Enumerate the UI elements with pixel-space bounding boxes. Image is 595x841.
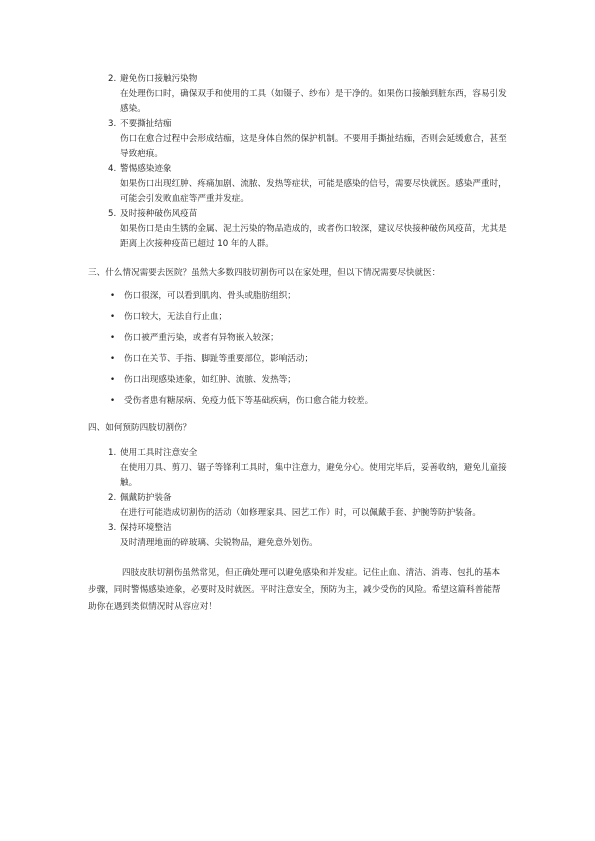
item-number: 3. bbox=[108, 119, 117, 129]
item-title: 不要撕扯结痂 bbox=[120, 119, 172, 129]
item-description: 如果伤口是由生锈的金属、泥土污染的物品造成的，或者伤口较深，建议尽快接种破伤风疫苗，尤其是距离上次接种疫苗已超过 10 年的人群。 bbox=[120, 224, 507, 249]
bullet-icon: • bbox=[110, 354, 116, 364]
care-steps-list bbox=[88, 72, 508, 252]
item-number: 5. bbox=[108, 209, 117, 219]
list-item bbox=[88, 72, 508, 117]
list-item bbox=[88, 491, 508, 521]
item-number: 4. bbox=[108, 164, 117, 174]
bullet-icon: • bbox=[110, 291, 116, 301]
bullet-text: 伤口出现感染迹象，如红肿、流脓、发热等； bbox=[124, 375, 296, 385]
item-title: 佩戴防护装备 bbox=[120, 493, 172, 503]
item-number: 2. bbox=[108, 493, 117, 503]
item-description: 如果伤口出现红肿、疼痛加剧、流脓、发热等症状，可能是感染的信号，需要尽快就医。感染严重时，可能会引发败血症等严重并发症。 bbox=[120, 179, 507, 204]
item-title: 警惕感染迹象 bbox=[120, 164, 172, 174]
item-description: 及时清理地面的碎玻璃、尖锐物品，避免意外划伤。 bbox=[120, 538, 318, 548]
bullet-text: 伤口较大，无法自行止血； bbox=[124, 312, 228, 322]
bullet-icon: • bbox=[110, 375, 116, 385]
list-item bbox=[88, 446, 508, 491]
list-item bbox=[88, 373, 508, 388]
item-title: 保持环境整洁 bbox=[120, 523, 172, 533]
section-heading-when-to-see-doctor: 三、什么情况需要去医院？虽然大多数四肢切割伤可以在家处理，但以下情况需要尽快就医： bbox=[88, 268, 441, 278]
item-description: 在进行可能造成切割伤的活动（如修理家具、园艺工作）时，可以佩戴手套、护腕等防护装备。 bbox=[120, 508, 481, 518]
document-content bbox=[88, 72, 508, 616]
item-title: 避免伤口接触污染物 bbox=[120, 74, 198, 84]
list-item bbox=[88, 310, 508, 325]
bullet-icon: • bbox=[110, 312, 116, 322]
item-number: 1. bbox=[108, 448, 117, 458]
bullet-text: 伤口很深，可以看到肌肉、骨头或脂肪组织； bbox=[124, 291, 296, 301]
list-item bbox=[88, 352, 508, 367]
list-item bbox=[88, 117, 508, 162]
item-number: 2. bbox=[108, 74, 117, 84]
item-title: 使用工具时注意安全 bbox=[120, 448, 198, 458]
bullet-icon: • bbox=[110, 333, 116, 343]
conclusion-paragraph: 四肢皮肤切割伤虽然常见，但正确处理可以避免感染和并发症。记住止血、清洁、消毒、包扎的基本步骤，同时警惕感染迹象，必要时及时就医。平时注意安全，预防为主，减少受伤的风险。希望这篇科普能帮助你在遇到类似情况时从容应对！ bbox=[88, 568, 501, 612]
item-number: 3. bbox=[108, 523, 117, 533]
prevention-steps-list bbox=[88, 446, 508, 551]
list-item bbox=[88, 394, 508, 409]
item-title: 及时接种破伤风疫苗 bbox=[120, 209, 198, 219]
bullet-text: 伤口在关节、手指、脚趾等重要部位，影响活动； bbox=[124, 354, 314, 364]
list-item bbox=[88, 207, 508, 252]
list-item bbox=[88, 289, 508, 304]
item-description: 在使用刀具、剪刀、锯子等锋利工具时，集中注意力，避免分心。使用完毕后，妥善收纳，避免儿童接触。 bbox=[120, 463, 507, 488]
item-description: 在处理伤口时，确保双手和使用的工具（如镊子、纱布）是干净的。如果伤口接触到脏东西，容易引发感染。 bbox=[120, 89, 507, 114]
list-item bbox=[88, 162, 508, 207]
section-heading-prevention: 四、如何预防四肢切割伤？ bbox=[88, 423, 192, 433]
item-description: 伤口在愈合过程中会形成结痂，这是身体自然的保护机制。不要用手撕扯结痂，否则会延缓愈合，甚至导致疤痕。 bbox=[120, 134, 507, 159]
hospital-criteria-list bbox=[88, 289, 508, 409]
list-item bbox=[88, 331, 508, 346]
bullet-text: 受伤者患有糖尿病、免疫力低下等基础疾病，伤口愈合能力较差。 bbox=[124, 396, 374, 406]
bullet-icon: • bbox=[110, 396, 116, 406]
bullet-text: 伤口被严重污染，或者有异物嵌入较深； bbox=[124, 333, 279, 343]
list-item bbox=[88, 521, 508, 551]
